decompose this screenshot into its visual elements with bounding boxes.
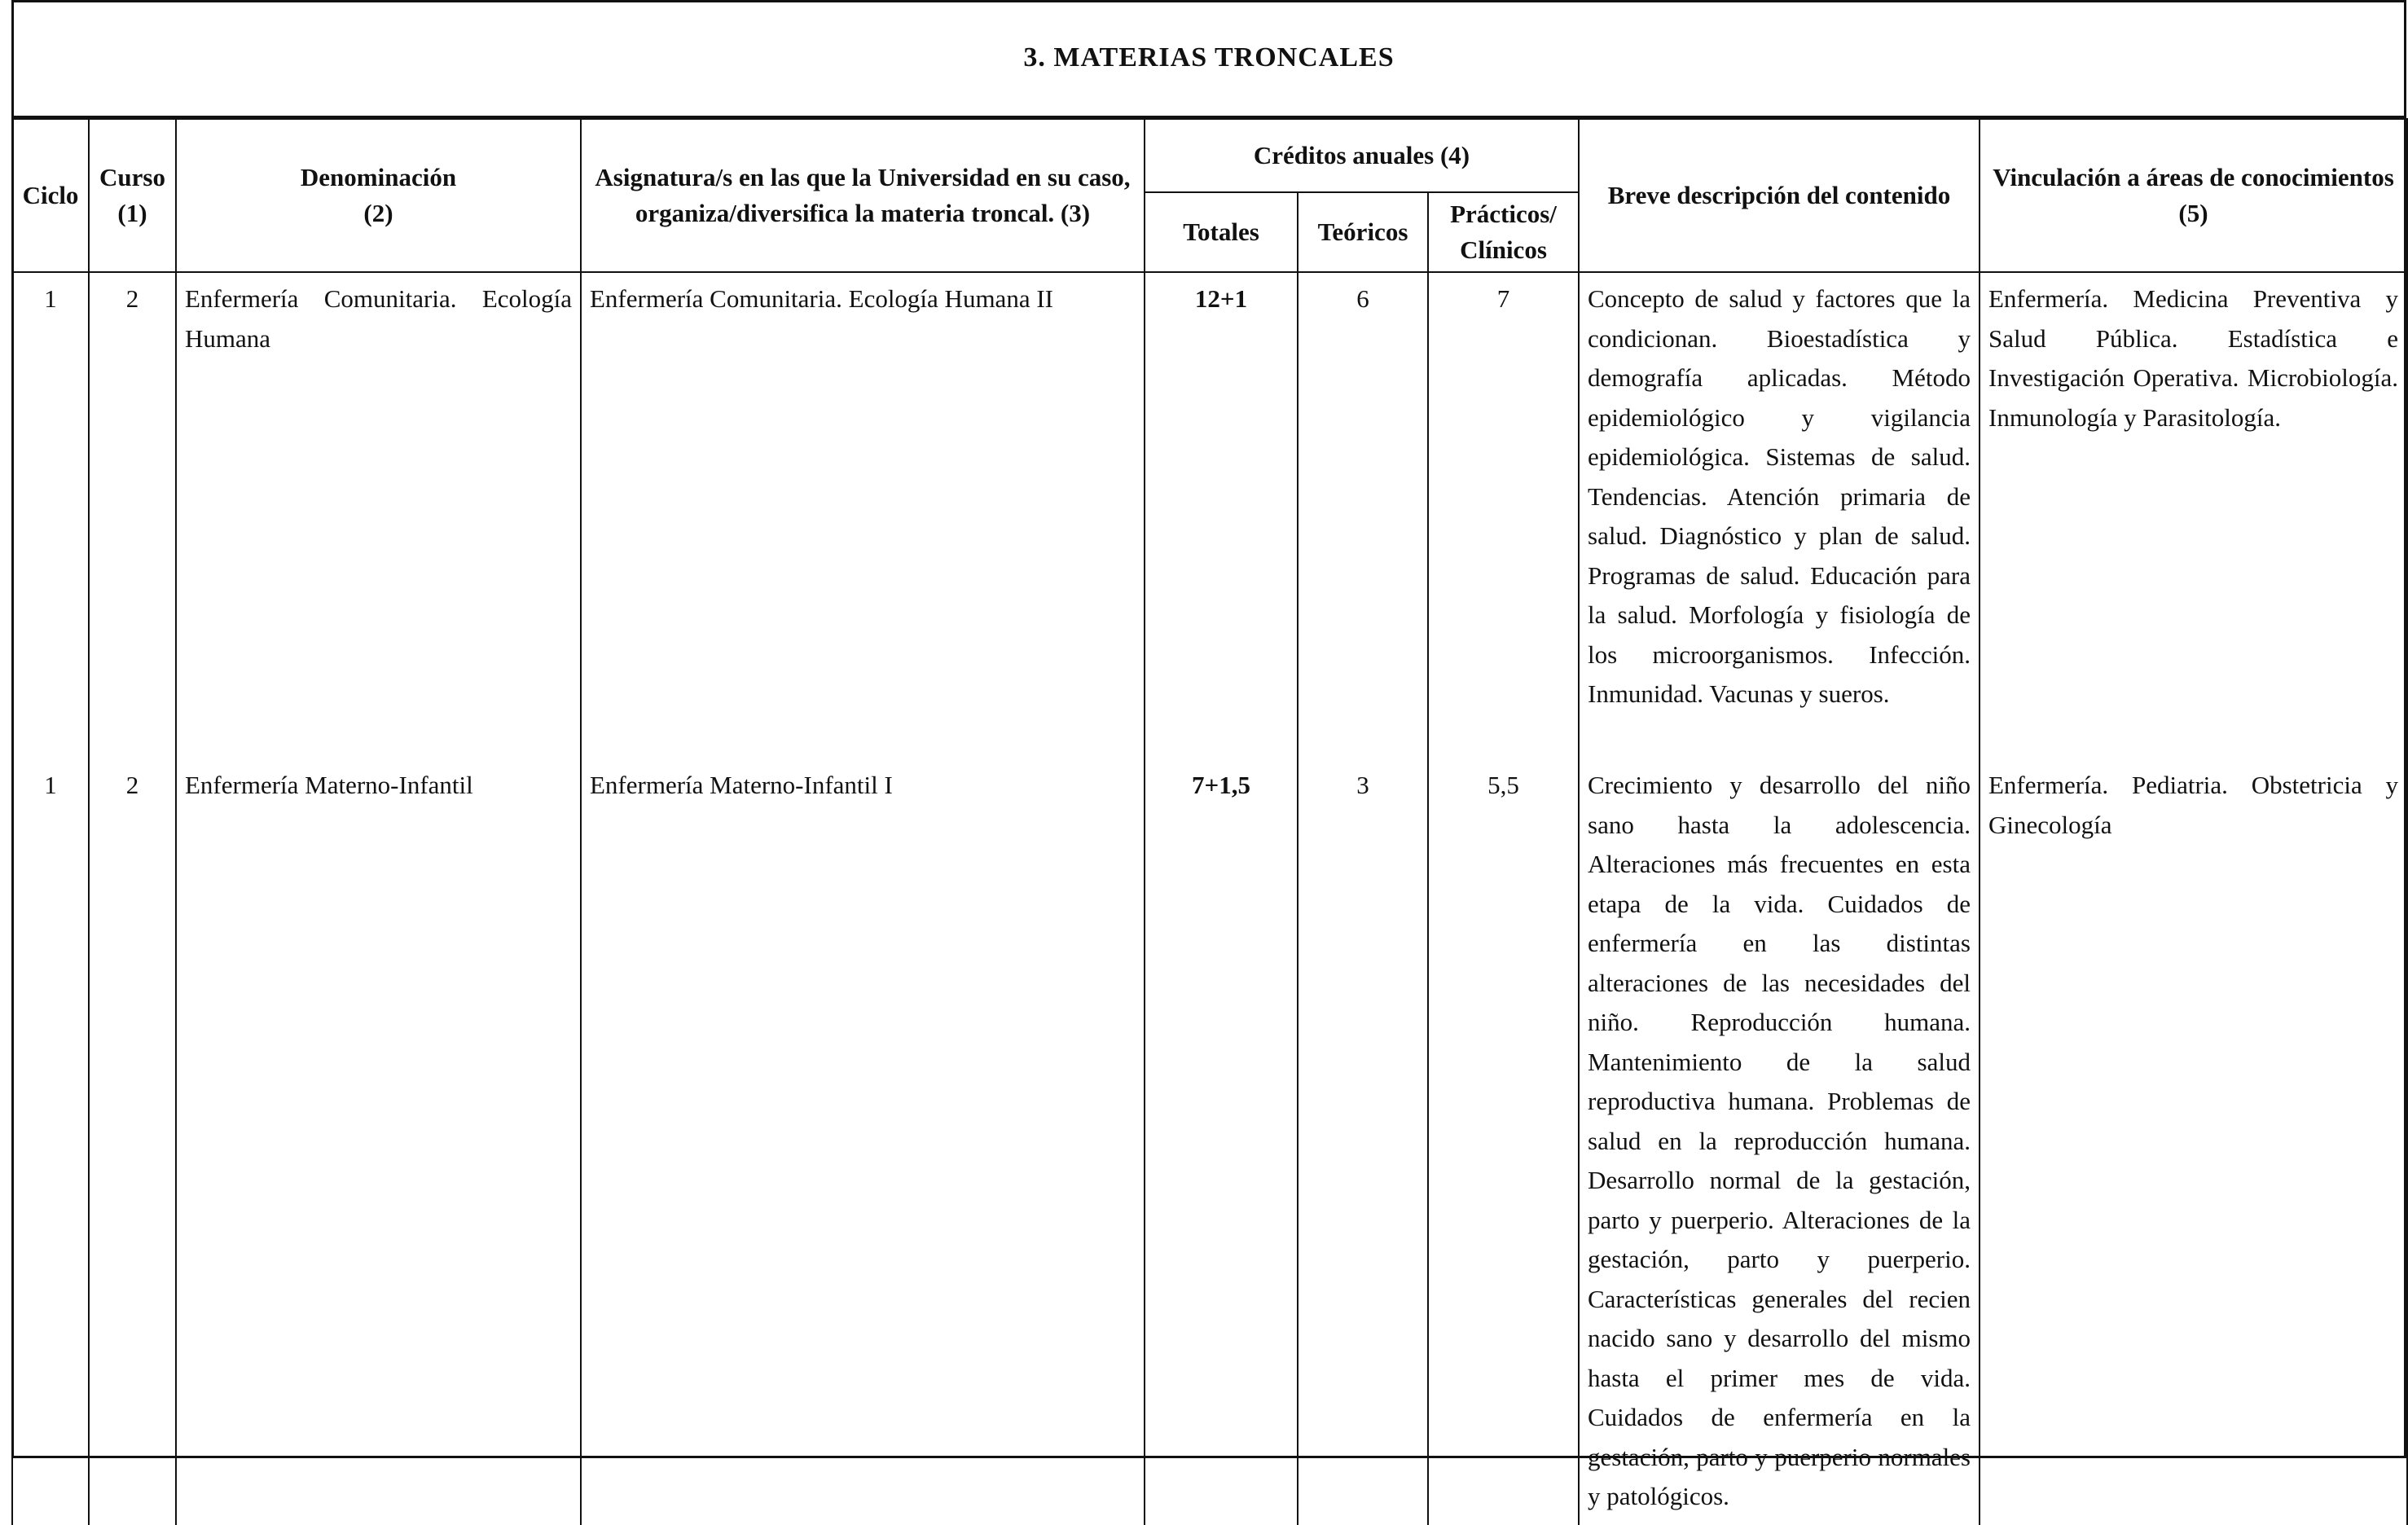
cell-descripcion: Crecimiento y desarrollo del niño sano hasta la adolescencia. Alteraciones más frecuentes en esta etapa de la vida. Cuidados de enfermería en las distintas alteraciones de las necesidades del niño. Reproducción humana. Mantenimiento de la salud reproductiva humana. Problemas de salud en la reproducción humana. Desarrollo normal de la gestación, parto y puerperio. Alteraciones de la gestación, parto y puerperio. Características generales del recien nacido sano y desarrollo del mismo hasta el primer mes de vida. Cuidados de enfermería en la gestación, parto y puerperio normales y patológicos.: [1579, 751, 1980, 1525]
cell-asignatura: Enfermería Comunitaria. Ecología Humana II: [581, 272, 1145, 751]
header-creditos: Créditos anuales (4): [1145, 119, 1579, 192]
header-curso: [89, 119, 176, 272]
cell-teoricos: 3: [1298, 751, 1428, 1525]
cell-vinculacion: Enfermería. Medicina Preventiva y Salud Pública. Estadística e Investigación Operativa. Microbiología. Inmunología y Parasitología.: [1980, 272, 2407, 751]
header-asignatura-line1: Asignatura/s en las que la Universidad en su caso,: [595, 163, 1131, 191]
header-totales: Totales: [1145, 192, 1298, 272]
header-row-top: [12, 119, 2407, 192]
header-teoricos: Teóricos: [1298, 192, 1428, 272]
cell-descripcion: Concepto de salud y factores que la condicionan. Bioestadística y demografía aplicadas. Método epidemiológico y vigilancia epidemiológica. Sistemas de salud. Tendencias. Atención primaria de salud. Diagnóstico y plan de salud. Programas de salud. Educación para la salud. Morfología y fisiología de los microorganismos. Infección. Inmunidad. Vacunas y sueros.: [1579, 272, 1980, 751]
header-vinculacion-note: (5): [2178, 199, 2208, 227]
header-vinculacion: [1980, 119, 2407, 272]
cell-denominacion: Enfermería Materno-Infantil: [176, 751, 581, 1525]
table-row: [12, 751, 2407, 1525]
cell-curso: 2: [89, 751, 176, 1525]
header-vinculacion-label: Vinculación a áreas de conocimientos: [1993, 163, 2394, 191]
header-descripcion: Breve descripción del contenido: [1579, 119, 1980, 272]
header-practicos-line1: Prácticos/: [1450, 200, 1557, 228]
header-practicos-line2: Clínicos: [1460, 235, 1547, 264]
cell-practicos: 5,5: [1428, 751, 1579, 1525]
cell-practicos: 7: [1428, 272, 1579, 751]
header-asignatura-line2: organiza/diversifica la materia troncal. (3): [635, 199, 1091, 227]
materias-table: [11, 118, 2408, 1525]
cell-curso: 2: [89, 272, 176, 751]
cell-vinculacion: Enfermería. Pediatria. Obstetricia y Ginecología: [1980, 751, 2407, 1525]
cell-teoricos: 6: [1298, 272, 1428, 751]
header-asignatura: [581, 119, 1145, 272]
cell-totales: 12+1: [1145, 272, 1298, 751]
cell-denominacion: Enfermería Comunitaria. Ecología Humana: [176, 272, 581, 751]
header-ciclo: Ciclo: [12, 119, 89, 272]
header-practicos: [1428, 192, 1579, 272]
cell-ciclo: 1: [12, 751, 89, 1525]
cell-asignatura: Enfermería Materno-Infantil I: [581, 751, 1145, 1525]
header-denominacion: [176, 119, 581, 272]
header-curso-note: (1): [117, 199, 147, 227]
table-row: [12, 272, 2407, 751]
page-title: 3. MATERIAS TRONCALES: [11, 0, 2406, 118]
header-curso-label: Curso: [99, 163, 165, 191]
header-denominacion-note: (2): [363, 199, 393, 227]
cell-totales: 7+1,5: [1145, 751, 1298, 1525]
header-denominacion-label: Denominación: [300, 163, 457, 191]
cell-ciclo: 1: [12, 272, 89, 751]
